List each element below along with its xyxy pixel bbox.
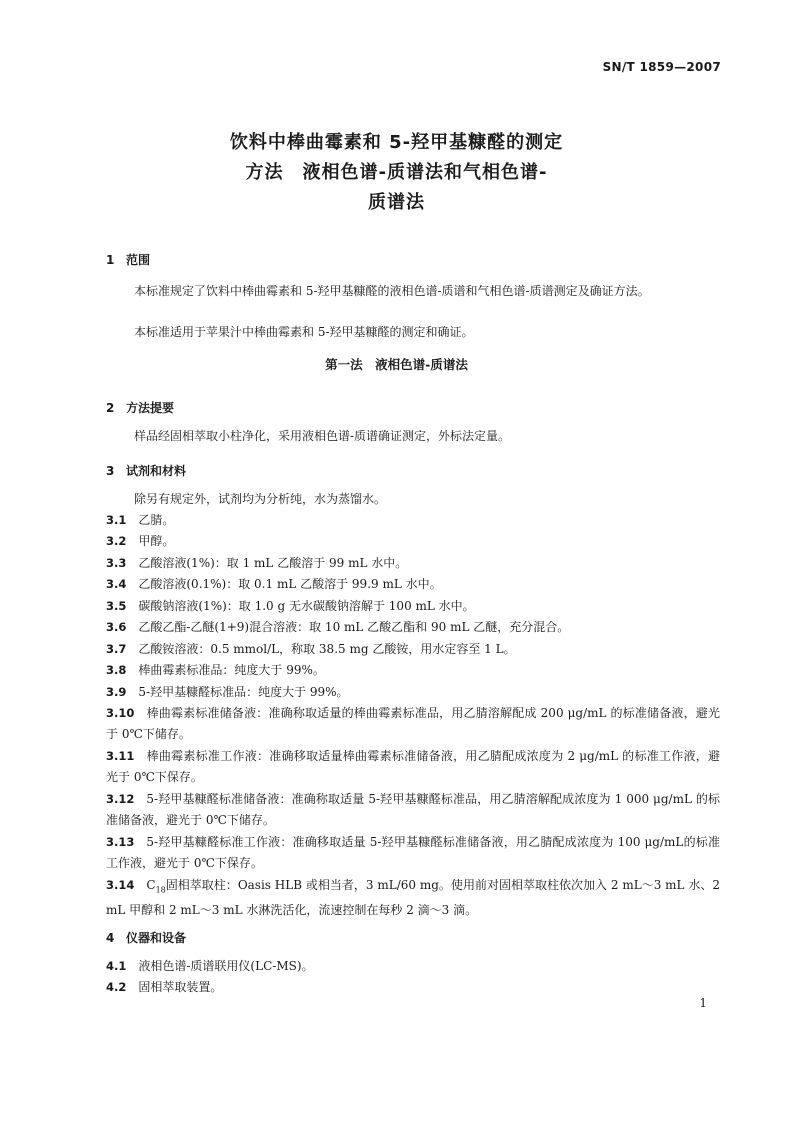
section-title: 试剂和材料 [126, 464, 187, 478]
section-title: 仪器和设备 [126, 931, 187, 945]
section-title: 方法提要 [126, 401, 175, 415]
list-item: 3.11 棒曲霉素标准工作液：准确移取适量棒曲霉素标准储备液，用乙腈配成浓度为 2 μg/mL 的标准工作液，避光于 0℃下保存。 [106, 749, 720, 784]
list-item: 3.3 乙酸溶液(1%)：取 1 mL 乙酸溶于 99 mL 水中。 [106, 556, 408, 570]
list-item: 3.9 5-羟甲基糠醛标准品：纯度大于 99%。 [106, 685, 349, 699]
title-line-1: 饮料中棒曲霉素和 5-羟甲基糠醛的测定 [229, 132, 564, 153]
list-item: 4.1 液相色谱-质谱联用仪(LC-MS)。 [106, 959, 314, 973]
section-number: 3 [106, 464, 115, 478]
section-2-paragraph: 样品经固相萃取小柱净化，采用液相色谱-质谱确证测定，外标法定量。 [134, 429, 511, 443]
section-3-heading [106, 462, 186, 479]
section-number: 2 [106, 401, 115, 415]
list-item: 3.12 5-羟甲基糠醛标准储备液：准确称取适量 5-羟甲基糠醛标准品，用乙腈溶解配成浓度为 1 000 μg/mL 的标准储备液，避光于 0℃下储存。 [106, 792, 720, 827]
list-item: 3.10 棒曲霉素标准储备液：准确称取适量的棒曲霉素标准品，用乙腈溶解配成 200 μg/mL 的标准储备液，避光于 0℃下储存。 [106, 706, 720, 741]
page-number: 1 [699, 996, 707, 1010]
list-item: 3.4 乙酸溶液(0.1%)：取 0.1 mL 乙酸溶于 99.9 mL 水中。 [106, 577, 442, 591]
list-item: 3.7 乙酸铵溶液：0.5 mmol/L，称取 38.5 mg 乙酸铵，用水定容至 1 L。 [106, 642, 516, 656]
list-item: 3.6 乙酸乙酯-乙醚(1+9)混合溶液：取 10 mL 乙酸乙酯和 90 mL 乙醚，充分混合。 [106, 620, 570, 634]
section-1-paragraph-2: 本标准适用于苹果汁中棒曲霉素和 5-羟甲基糠醛的测定和确证。 [134, 325, 474, 339]
list-item: 3.8 棒曲霉素标准品：纯度大于 99%。 [106, 663, 325, 677]
section-title: 范围 [126, 253, 151, 267]
list-item: 4.2 固相萃取装置。 [106, 980, 223, 994]
section-1-paragraph-1: 本标准规定了饮料中棒曲霉素和 5-羟甲基糠醛的液相色谱-质谱和气相色谱-质谱测定及确证方法。 [134, 284, 650, 298]
list-item: 3.5 碳酸钠溶液(1%)：取 1.0 g 无水碳酸钠溶解于 100 mL 水中。 [106, 599, 475, 613]
list-item: 3.14 $C_{18}$固相萃取柱：Oasis HLB 或相当者，3 mL/60 mg。使用前对固相萃取柱依次加入 2 mL～3 mL 水、2 mL 甲醇和 2 mL～3 mL 水淋洗活化，流速控制在每秒 2 滴～3 滴。 [106, 878, 720, 918]
title-line-2: 方法 液相色谱-质谱法和气相色谱- [245, 162, 548, 183]
section-3-intro: 除另有规定外，试剂均为分析纯，水为蒸馏水。 [134, 492, 387, 506]
section-number: 1 [106, 253, 115, 267]
title-line-3: 质谱法 [368, 192, 425, 213]
list-item: 3.1 乙腈。 [106, 513, 175, 527]
section-1-heading [106, 251, 150, 268]
section-number: 4 [106, 931, 115, 945]
list-item: 3.13 5-羟甲基糠醛标准工作液：准确移取适量 5-羟甲基糠醛标准储备液，用乙腈配成浓度为 100 μg/mL的标准工作液，避光于 0℃下保存。 [106, 835, 720, 870]
method-1-heading: 第一法 液相色谱-质谱法 [325, 357, 468, 372]
standard-code: SN/T 1859—2007 [602, 60, 721, 74]
section-2-heading [106, 399, 174, 416]
list-item: 3.2 甲醇。 [106, 534, 175, 548]
section-4-heading [106, 929, 186, 946]
